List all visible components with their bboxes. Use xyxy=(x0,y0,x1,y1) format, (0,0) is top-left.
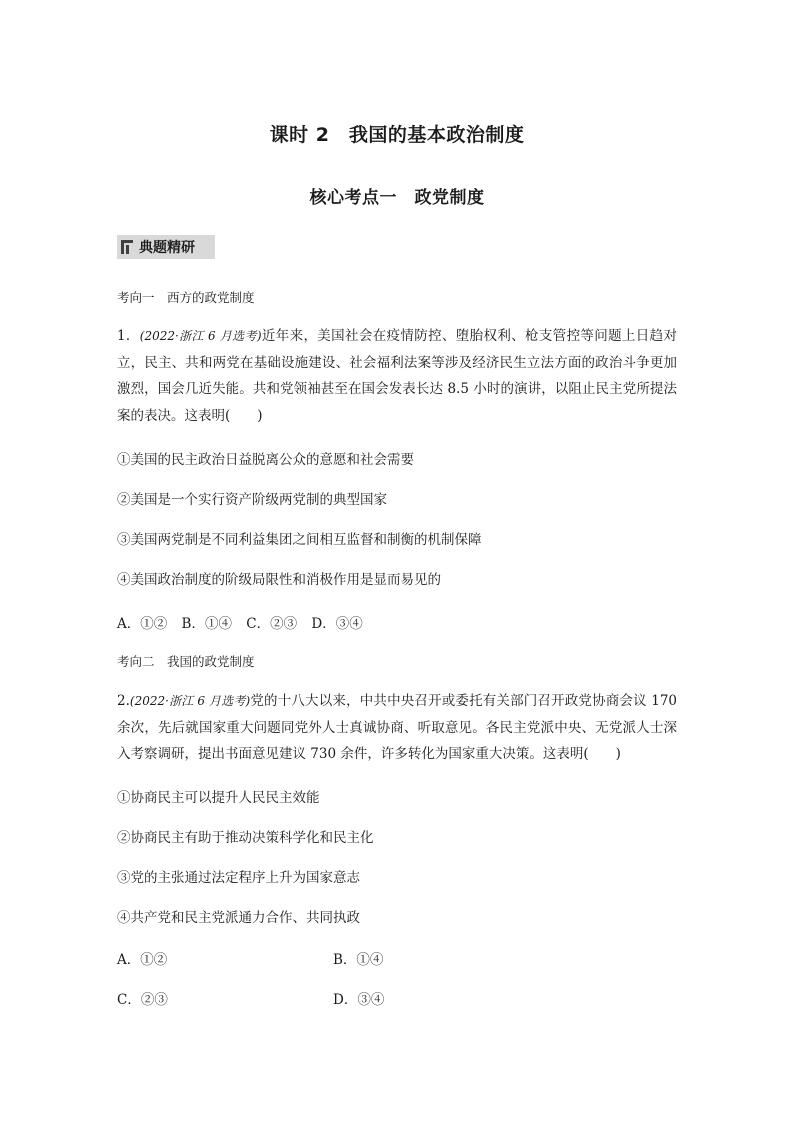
section-badge-label: 典题精研 xyxy=(139,240,195,256)
q2-source: (2022·浙江 6 月选考) xyxy=(129,694,251,708)
q2-number: 2. xyxy=(117,693,130,709)
q1-source: (2022·浙江 6 月选考) xyxy=(139,329,262,343)
q1-heading: 考向一 西方的政党制度 xyxy=(117,290,255,305)
q2-heading: 考向二 我国的政党制度 xyxy=(117,654,255,669)
q2-choice-d[interactable]: D．③④ xyxy=(333,992,385,1008)
q1-stem xyxy=(117,323,677,429)
q1-option-3: ③美国两党制是不同利益集团之间相互监督和制衡的机制保障 xyxy=(117,532,482,548)
q2-option-2: ②协商民主有助于推动决策科学化和民主化 xyxy=(117,830,374,846)
section-subtitle: 核心考点一 政党制度 xyxy=(309,188,485,208)
q1-choices xyxy=(117,612,373,632)
section-badge xyxy=(117,235,215,259)
q1-choice-b[interactable]: B．①④ xyxy=(181,616,232,632)
q2-choice-a[interactable]: A．①② xyxy=(117,952,168,968)
q1-choice-c[interactable]: C．②③ xyxy=(246,616,298,632)
q2-choice-b[interactable]: B．①④ xyxy=(333,952,384,968)
q1-option-2: ②美国是一个实行资产阶级两党制的典型国家 xyxy=(117,492,387,508)
q1-choice-d[interactable]: D．③④ xyxy=(311,616,363,632)
lesson-title: 课时 2 我国的基本政治制度 xyxy=(269,124,525,146)
q1-number: 1． xyxy=(117,328,140,344)
q2-option-4: ④共产党和民主党派通力合作、共同执政 xyxy=(117,910,360,926)
q1-stem-text: 近年来，美国社会在疫情防控、堕胎权利、枪支管控等问题上日趋对立，民主、共和两党在基础设施建设、社会福利法案等涉及经济民生立法方面的政治斗争更加激烈，国会几近失能。共和党领袖甚至在国会发表长达 8.5 小时的演讲，以阻止民主党所提法案的表决。这表明( ) xyxy=(117,328,678,424)
q1-option-4: ④美国政治制度的阶级局限性和消极作用是显而易见的 xyxy=(117,572,441,588)
q1-option-1: ①美国的民主政治日益脱离公众的意愿和社会需要 xyxy=(117,452,414,468)
q1-choice-a[interactable]: A．①② xyxy=(117,616,168,632)
q2-option-1: ①协商民主可以提升人民民主效能 xyxy=(117,790,320,806)
q2-option-3: ③党的主张通过法定程序上升为国家意志 xyxy=(117,870,360,886)
badge-icon xyxy=(121,240,133,254)
q2-stem-text: 党的十八大以来，中共中央召开或委托有关部门召开政党协商会议 170 余次，先后就国家重大问题同党外人士真诚协商、听取意见。各民主党派中央、无党派人士深入考察调研，提出书面意见建议 730 余件，许多转化为国家重大决策。这表明( ) xyxy=(117,693,677,762)
q2-stem xyxy=(117,688,677,768)
q2-choice-c[interactable]: C．②③ xyxy=(117,992,168,1008)
